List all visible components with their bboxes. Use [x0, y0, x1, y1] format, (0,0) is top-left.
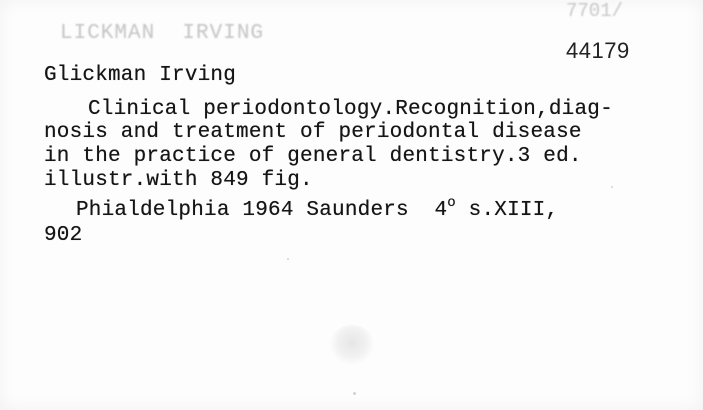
- imprint-line: [76, 195, 559, 222]
- title-line-4: illustr.with 849 fig.: [44, 169, 313, 192]
- smudge-mark: [330, 325, 374, 365]
- imprint-pagination: s.XIII,: [455, 199, 559, 222]
- faded-corner-mark: 7701/: [566, 0, 624, 22]
- page-count: 902: [44, 224, 83, 247]
- title-line-1: Clinical periodontology.Recognition,diag-: [88, 98, 613, 121]
- accession-number: 44179: [566, 38, 630, 63]
- faded-heading-text: LICKMAN IRVING: [60, 22, 265, 45]
- author-line: Glickman Irving: [44, 64, 237, 87]
- title-line-2: nosis and treatment of periodontal disease: [44, 121, 582, 144]
- speck-mark: [353, 392, 356, 395]
- speck-mark: [287, 258, 289, 260]
- title-line-3: in the practice of general dentistry.3 ed.: [44, 145, 582, 168]
- imprint-text: Phialdelphia 1964 Saunders 4: [76, 199, 448, 222]
- format-superscript: o: [447, 195, 456, 211]
- speck-mark: [611, 186, 613, 188]
